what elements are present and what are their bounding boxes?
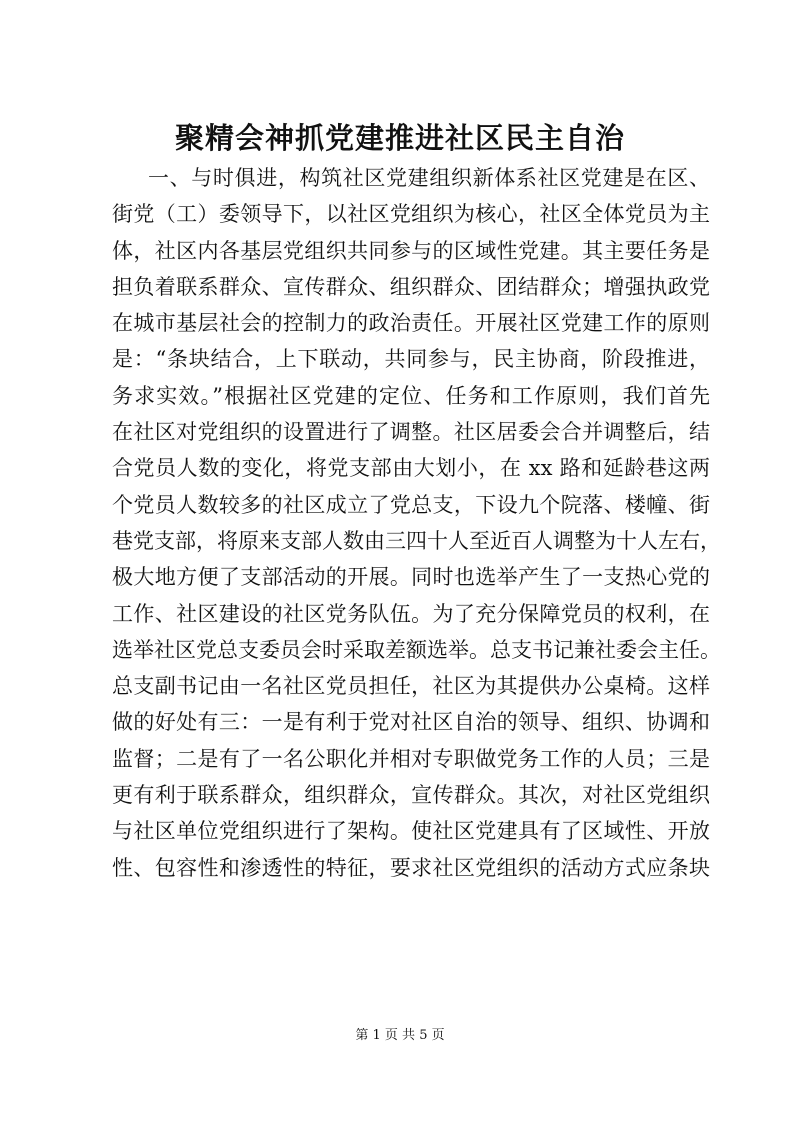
paragraph-line: 在社区对党组织的设置进行了调整。社区居委会合并调整后，结: [112, 420, 710, 445]
paragraph-line: 在城市基层社会的控制力的政治责任。开展社区党建工作的原则: [112, 311, 710, 336]
paragraph-line: 选举社区党总支委员会时采取差额选举。总支书记兼社委会主任。: [112, 637, 721, 662]
document-body: [112, 160, 721, 886]
paragraph-line: 体，社区内各基层党组织共同参与的区域性党建。其主要任务是: [112, 238, 710, 263]
paragraph-line: 是：“条块结合，上下联动，共同参与，民主协商，阶段推进，: [112, 347, 710, 372]
paragraph-line: 性、包容性和渗透性的特征，要求社区党组织的活动方式应条块: [112, 855, 710, 880]
paragraph-line: 合党员人数的变化，将党支部由大划小，在 xx 路和延龄巷这两: [112, 456, 710, 481]
paragraph-line: 个党员人数较多的社区成立了党总支，下设九个院落、楼幢、街: [112, 492, 710, 517]
paragraph-line: 更有利于联系群众，组织群众，宣传群众。其次，对社区党组织: [112, 783, 710, 808]
paragraph-line: 务求实效。”根据社区党建的定位、任务和工作原则，我们首先: [112, 383, 710, 408]
document-title: 聚精会神抓党建推进社区民主自治: [174, 121, 625, 155]
paragraph-line: 一、与时俱进，构筑社区党建组织新体系社区党建是在区、: [148, 166, 710, 190]
page-number: 第 1 页 共 5 页: [355, 1028, 445, 1043]
paragraph-line: 极大地方便了支部活动的开展。同时也选举产生了一支热心党的: [112, 565, 710, 590]
paragraph-line: 担负着联系群众、宣传群众、组织群众、团结群众；增强执政党: [112, 274, 710, 299]
paragraph-line: 工作、社区建设的社区党务队伍。为了充分保障党员的权利，在: [112, 601, 710, 626]
paragraph-line: 与社区单位党组织进行了架构。使社区党建具有了区域性、开放: [112, 819, 710, 844]
paragraph-line: 总支副书记由一名社区党员担任，社区为其提供办公桌椅。这样: [112, 674, 710, 699]
paragraph-line: 巷党支部，将原来支部人数由三四十人至近百人调整为十人左右，: [112, 528, 721, 553]
paragraph-line: 街党（工）委领导下，以社区党组织为核心，社区全体党员为主: [112, 202, 710, 227]
paragraph-line: 监督；二是有了一名公职化并相对专职做党务工作的人员；三是: [112, 746, 710, 771]
paragraph-line: 做的好处有三：一是有利于党对社区自治的领导、组织、协调和: [112, 710, 710, 735]
